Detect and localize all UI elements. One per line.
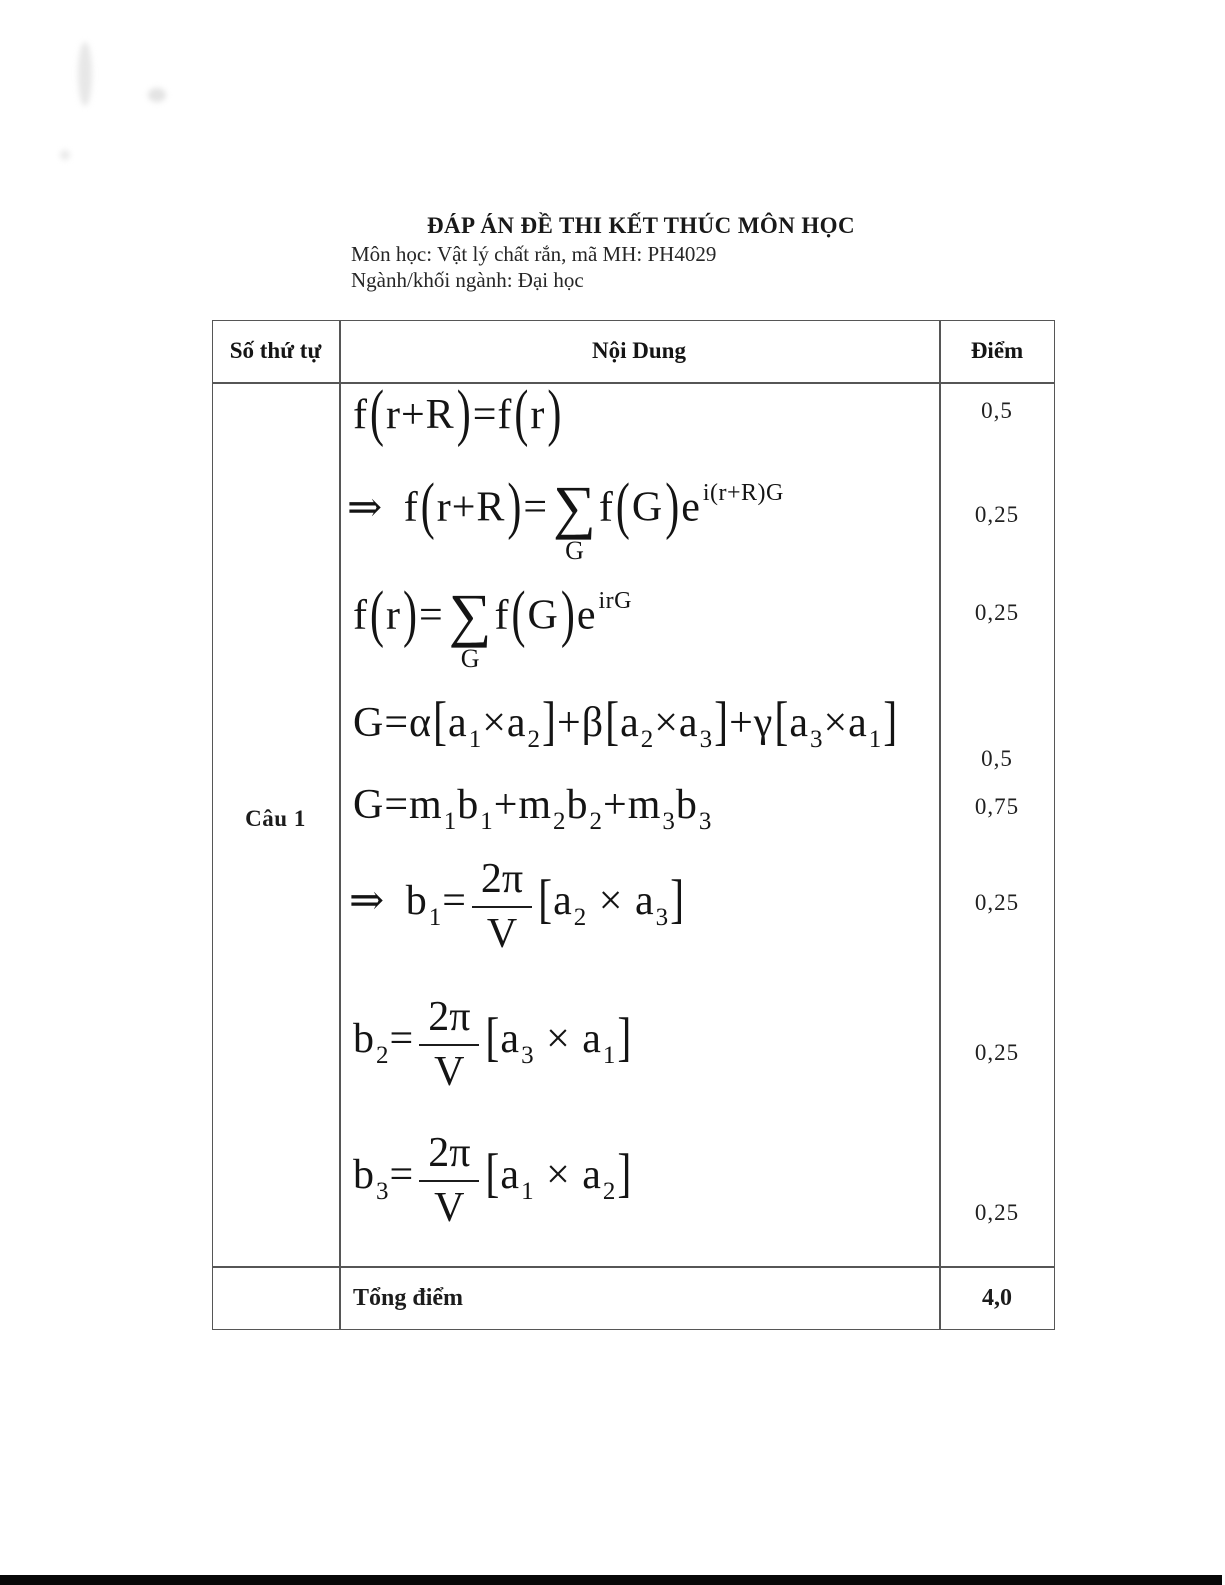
major-line: Ngành/khối ngành: Đại học [351, 268, 584, 292]
total-score-label: Tổng điểm [353, 1284, 464, 1311]
column-header-diem: Điểm [970, 338, 1024, 363]
score-value: 0,25 [974, 600, 1020, 625]
formula-line: ⇒ f(r+R)= ∑ G $f(G)e^{i(r+R)G}$ [347, 471, 784, 565]
formula-line: f(r)= ∑ G $f(G)e^{irG}$ [353, 579, 632, 673]
question-number-cell [212, 382, 339, 1266]
score-value: 0,75 [974, 794, 1020, 819]
formula-cell [339, 379, 939, 1266]
score-value: 0,25 [974, 502, 1020, 527]
column-header-noi-dung: Nội Dung [592, 338, 686, 363]
formula-line: $b_2=$ $\frac{2\pi}{V}$ $[a_3 \times a_1]$ [353, 994, 632, 1095]
score-value: 0,25 [974, 1040, 1020, 1065]
question-label: Câu 1 [245, 806, 306, 831]
total-score-value: 4,0 [982, 1284, 1012, 1311]
score-value: 0,5 [981, 398, 1013, 423]
document-header [351, 213, 931, 293]
scan-edge-artifact [0, 1575, 1222, 1585]
score-value: 0,5 [981, 746, 1013, 771]
subject-line: Môn học: Vật lý chất rắn, mã MH: PH4029 [351, 242, 717, 266]
scan-smudge [60, 150, 70, 160]
formula-line: $G=m_1b_1+m_2b_2+m_3b_3$ [353, 782, 712, 835]
score-cell [939, 382, 1055, 1266]
scan-smudge [148, 88, 166, 102]
formula-line: ⇒ $b_1=$ $\frac{2\pi}{V}$ $[a_2 \times a_3]$ [349, 856, 685, 957]
score-value: 0,25 [974, 890, 1020, 915]
document-title: ĐÁP ÁN ĐỀ THI KẾT THÚC MÔN HỌC [427, 213, 855, 238]
answer-table [212, 320, 1055, 1330]
formula-line: $b_3=$ $\frac{2\pi}{V}$ $[a_1 \times a_2]$ [353, 1130, 632, 1231]
scan-smudge [78, 42, 92, 106]
score-value: 0,25 [974, 1200, 1020, 1225]
column-header-so-thu-tu: Số thứ tự [229, 338, 322, 363]
formula-line: f(r+R)=f(r) [353, 379, 562, 449]
formula-line: $G=\alpha[a_1\times a_2]+\beta[a_2\times a_3]+\gamma[a_3\times a_1]$ [353, 692, 898, 753]
